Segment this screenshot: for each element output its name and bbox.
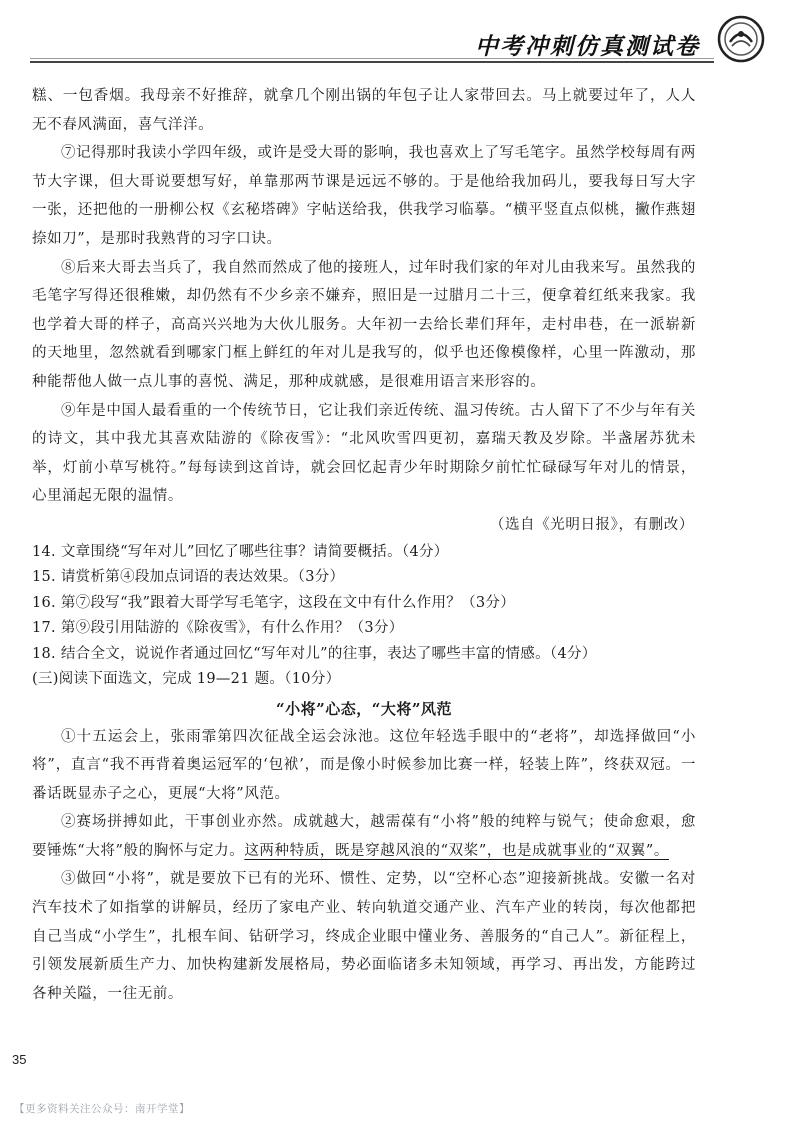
underlined-sentence: 这两种特质，既是穿越风浪的“双桨”，也是成就事业的“双翼”。 <box>244 842 669 859</box>
source-citation: （选自《光明日报》，有删改） <box>489 516 694 533</box>
article-paragraph-2-text: ②赛场拼搏如此，干事创业亦然。成就越大，越需葆有“小将”般的纯粹与锐气；使命愈艰，愈要锤炼“大将”般的胸怀与定力。 <box>32 814 696 859</box>
passage-paragraph: 糕、一包香烟。我母亲不好推辞，就拿几个刚出锅的年包子让人家带回去。马上就要过年了，人人无不春风满面，喜气洋洋。 <box>32 88 696 133</box>
question-15: 15. 请赏析第④段加点词语的表达效果。（3分） <box>32 569 345 585</box>
passage-paragraph-8: ⑧后来大哥去当兵了，我自然而然成了他的接班人，过年时我们家的年对儿由我来写。虽然我的毛笔字写得还很稚嫩，却仍然有不少乡亲不嫌弃，照旧是一过腊月二十三，便拿着红纸来我家。我也学着大哥的样子，高高兴兴地为大伙儿服务。大年初一去给长辈们拜年，走村串巷，在一派崭新的天地里，忽然就看到哪家门框上鲜红的年对儿是我写的，似乎也还像模像样，心里一阵激动，那种能帮他人做一点儿事的喜悦、满足，那种成就感，是很难用语言来形容的。 <box>32 259 696 390</box>
circular-emblem-logo <box>716 14 766 64</box>
question-16: 16. 第⑦段写“我”跟着大哥学写毛笔字，这段在文中有什么作用？（3分） <box>32 594 516 611</box>
page-content <box>32 82 696 1008</box>
article-paragraph-3: ③做回“小将”，就是要放下已有的光环、惯性、定势，以“空杯心态”迎接新挑战。安徽一名对汽车技术了如指掌的讲解员，经历了家电产业、转向轨道交通产业、汽车产业的转岗，每次他都把自己当成“小学生”，扎根车间、钻研学习，终成企业眼中懂业务、善服务的“自己人”。新征程上，引领发展新质生产力、加快构建新发展格局，势必面临诸多未知领域，再学习、再出发，方能跨过各种关隘，一往无前。 <box>32 871 696 1002</box>
section-three-instruction: (三)阅读下面选文，完成 19—21 题。（10分） <box>32 671 341 687</box>
passage-paragraph-9: ⑨年是中国人最看重的一个传统节日，它让我们亲近传统、温习传统。古人留下了不少与年有关的诗文，其中我尤其喜欢陆游的《除夜雪》：“北风吹雪四更初，嘉瑞天教及岁除。半盏屠苏犹未举，灯前小草写桃符。”每每读到这首诗，就会回忆起青少年时期除夕前忙忙碌碌写年对儿的情景，心里涌起无限的温情。 <box>32 402 696 505</box>
header-title: 中考冲刺仿真测试卷 <box>475 33 700 60</box>
passage-paragraph-7: ⑦记得那时我读小学四年级，或许是受大哥的影响，我也喜欢上了写毛笔字。虽然学校每周有两节大字课，但大哥说要想写好，单靠那两节课是远远不够的。于是他给我加码儿，要我每日写大字一张，还把他的一册柳公权《玄秘塔碑》字帖送给我，供我学习临摹。“横平竖直点似桃，撇作燕翅捺如刀”，是那时我熟背的习字口诀。 <box>32 145 696 247</box>
question-18: 18. 结合全文，说说作者通过回忆“写年对儿”的往事，表达了哪些丰富的情感。（4分） <box>32 645 597 662</box>
article-paragraph-2 <box>32 808 696 865</box>
page-number: 35 <box>12 1052 27 1067</box>
question-14: 14. 文章围绕“写年对儿”回忆了哪些往事？请简要概括。（4分） <box>32 543 449 560</box>
header-rule-thick <box>30 61 714 63</box>
page-header <box>0 14 800 72</box>
article-title: “小将”心态，“大将”风范 <box>275 699 452 718</box>
question-17: 17. 第⑨段引用陆游的《除夜雪》，有什么作用？（3分） <box>32 620 404 636</box>
footer-note: 【更多资料关注公众号：南开学堂】 <box>14 1103 190 1115</box>
article-paragraph-1: ①十五运会上，张雨霏第四次征战全运会泳池。这位年轻选手眼中的“老将”，却选择做回“小将”，直言“我不再背着奥运冠军的‘包袱’，而是像小时候参加比赛一样，轻装上阵”，终获双冠。一番话既显赤子之心，更展“大将”风范。 <box>32 728 696 802</box>
